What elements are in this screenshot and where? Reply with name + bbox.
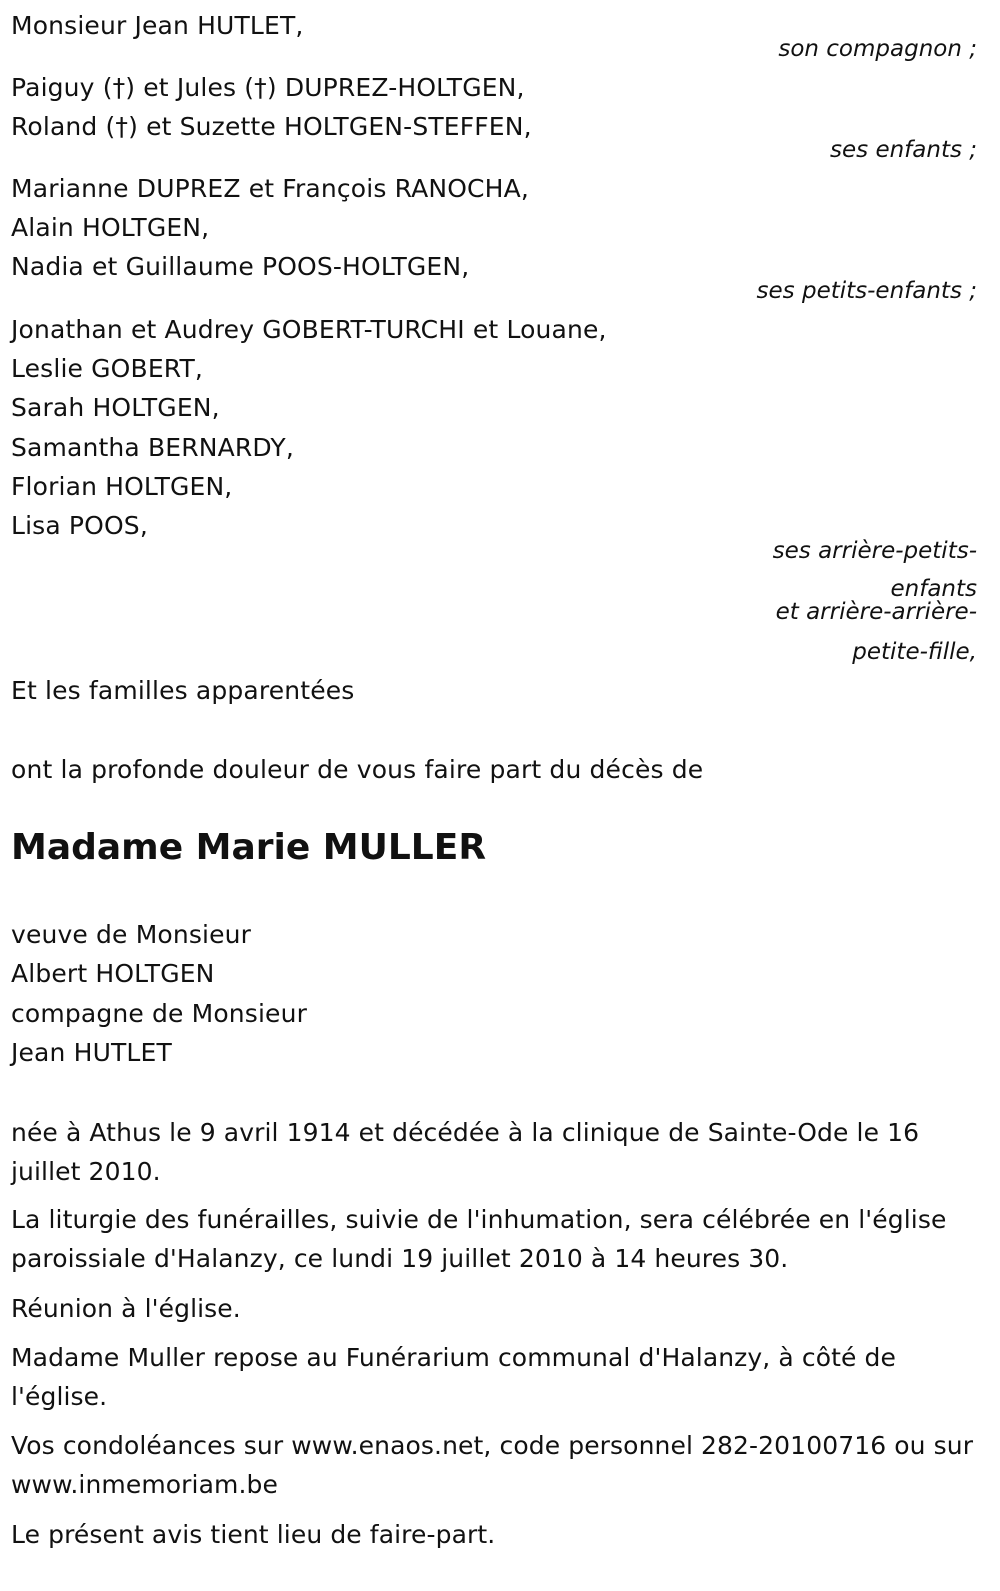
companion-line: Monsieur Jean HUTLET, (11, 11, 304, 40)
birth-death-paragraph: née à Athus le 9 avril 1914 et décédée à la clinique de Sainte-Ode le 16 juillet 2010. (11, 1118, 920, 1186)
widow-line: Albert HOLTGEN (11, 959, 215, 988)
great-grandchildren-role: ses arrière-petits- (772, 538, 977, 564)
deceased-name: Madame Marie MULLER (11, 827, 487, 868)
great-grandchild-line: Sarah HOLTGEN, (11, 393, 220, 422)
great-grandchild-line: Jonathan et Audrey GOBERT-TURCHI et Louane, (11, 315, 607, 344)
great-grandchildren-role: enfants (890, 576, 977, 602)
notice-paragraph: Le présent avis tient lieu de faire-part. (11, 1520, 496, 1549)
great-grandchild-line: Samantha BERNARDY, (11, 433, 294, 462)
grandchildren-role: ses petits-enfants ; (756, 278, 977, 304)
announcement-line: ont la profonde douleur de vous faire part du décès de (11, 755, 704, 784)
widow-line: veuve de Monsieur (11, 920, 252, 949)
child-line: Paiguy (†) et Jules (†) DUPREZ-HOLTGEN, (11, 73, 525, 102)
children-role: ses enfants ; (830, 137, 977, 163)
relatives-line: Et les familles apparentées (11, 676, 355, 705)
widow-line: Jean HUTLET (11, 1038, 172, 1067)
meeting-paragraph: Réunion à l'église. (11, 1294, 241, 1323)
companion-role: son compagnon ; (778, 36, 977, 62)
funeral-paragraph: La liturgie des funérailles, suivie de l'inhumation, sera célébrée en l'église paroissiale d'Halanzy, ce lundi 19 juillet 2010 à 14 heures 30. (11, 1205, 947, 1273)
grandchild-line: Marianne DUPREZ et François RANOCHA, (11, 174, 529, 203)
great-grandchild-line: Leslie GOBERT, (11, 354, 203, 383)
great-grandchild-line: Florian HOLTGEN, (11, 472, 233, 501)
grandchild-line: Nadia et Guillaume POOS-HOLTGEN, (11, 252, 470, 281)
widow-line: compagne de Monsieur (11, 999, 308, 1028)
great-great-grandchild-role: et arrière-arrière- (775, 599, 977, 625)
condolences-paragraph: Vos condoléances sur www.enaos.net, code personnel 282-20100716 ou sur www.inmemoriam.be (11, 1431, 974, 1499)
great-great-grandchild-role: petite-fille, (852, 639, 977, 665)
grandchild-line: Alain HOLTGEN, (11, 213, 210, 242)
repose-paragraph: Madame Muller repose au Funérarium communal d'Halanzy, à côté de l'église. (11, 1343, 896, 1411)
child-line: Roland (†) et Suzette HOLTGEN-STEFFEN, (11, 112, 532, 141)
great-grandchild-line: Lisa POOS, (11, 511, 148, 540)
